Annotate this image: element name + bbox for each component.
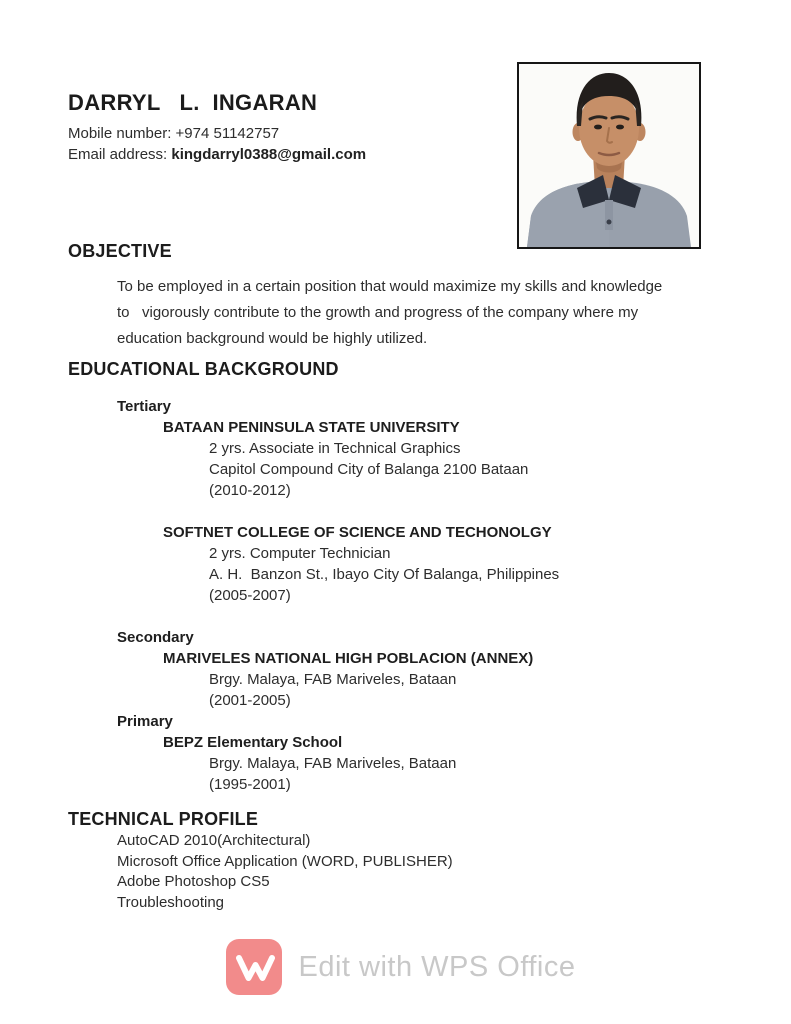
email-line <box>68 144 366 165</box>
school-block <box>117 522 717 606</box>
objective-line: education background would be highly utilized. <box>117 330 428 347</box>
objective-line: to vigorously contribute to the growth and progress of the company where my <box>117 304 639 321</box>
wps-watermark[interactable] <box>0 939 791 995</box>
school-detail: 2 yrs. Computer Technician <box>209 545 391 562</box>
education-title: EDUCATIONAL BACKGROUND <box>68 359 339 379</box>
school-detail: (1995-2001) <box>209 776 291 793</box>
education-body <box>117 396 717 795</box>
school-detail: (2010-2012) <box>209 482 291 499</box>
technical-title: TECHNICAL PROFILE <box>68 809 259 829</box>
email-label: Email address: <box>68 146 172 163</box>
school-block <box>117 417 717 501</box>
school-detail: A. H. Banzon St., Ibayo City Of Balanga, Philippines <box>209 566 560 583</box>
school-name: BEPZ Elementary School <box>163 734 343 751</box>
school-name: SOFTNET COLLEGE OF SCIENCE AND TECHONOLGY <box>163 524 552 541</box>
education-level-primary: Primary <box>117 713 173 730</box>
technical-item: Microsoft Office Application (WORD, PUBLISHER) <box>117 852 453 870</box>
school-name: BATAAN PENINSULA STATE UNIVERSITY <box>163 419 460 436</box>
wps-office-logo-icon <box>226 939 282 995</box>
objective-title: OBJECTIVE <box>68 241 172 261</box>
objective-paragraph <box>117 274 723 352</box>
technical-item: Adobe Photoshop CS5 <box>117 873 270 890</box>
education-level-secondary: Secondary <box>117 629 194 646</box>
school-name: MARIVELES NATIONAL HIGH POBLACION (ANNEX) <box>163 650 534 667</box>
technical-item: AutoCAD 2010(Architectural) <box>117 832 311 849</box>
school-detail: (2001-2005) <box>209 692 291 709</box>
technical-item: Troubleshooting <box>117 893 225 911</box>
school-block <box>117 732 717 795</box>
applicant-name: DARRYL L. INGARAN <box>68 90 318 115</box>
school-detail: Capitol Compound City of Balanga 2100 Bataan <box>209 461 529 478</box>
school-detail: 2 yrs. Associate in Technical Graphics <box>209 440 461 457</box>
technical-items <box>117 831 453 913</box>
id-photo <box>517 62 701 249</box>
school-detail: Brgy. Malaya, FAB Mariveles, Bataan <box>209 671 457 688</box>
school-block <box>117 648 717 711</box>
header-block <box>68 90 366 165</box>
mobile-line: Mobile number: +974 51142757 <box>68 125 280 142</box>
education-level-tertiary: Tertiary <box>117 398 171 415</box>
school-detail: Brgy. Malaya, FAB Mariveles, Bataan <box>209 755 457 772</box>
email-value: kingdarryl0388@gmail.com <box>171 146 367 163</box>
objective-line: To be employed in a certain position that would maximize my skills and knowledge <box>117 278 663 295</box>
watermark-text: Edit with WPS Office <box>298 950 576 983</box>
id-photo-illustration <box>519 64 699 247</box>
school-detail: (2005-2007) <box>209 587 291 604</box>
